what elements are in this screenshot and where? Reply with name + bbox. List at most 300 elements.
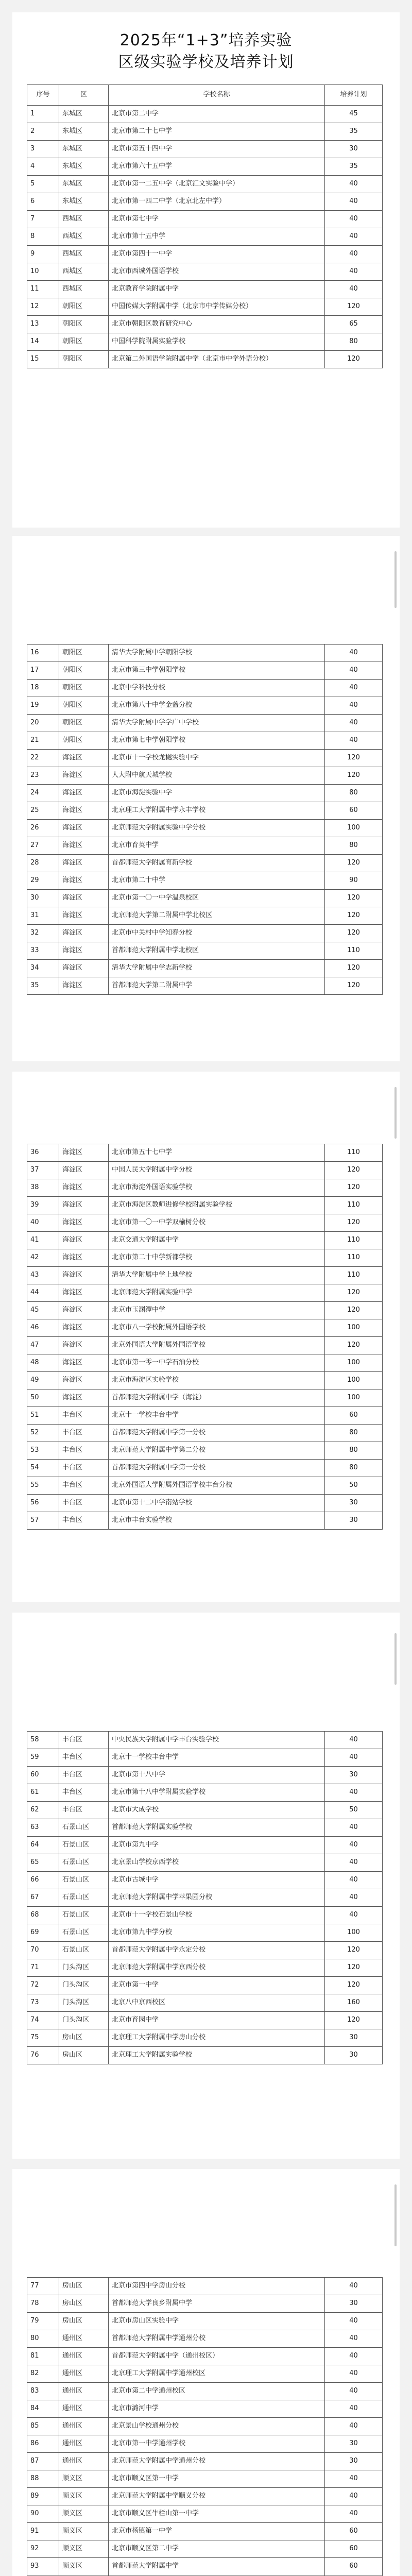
row-plan: 120: [325, 907, 383, 925]
table-row: [27, 2505, 383, 2523]
row-school: 北京市第十二中学南站学校: [109, 1495, 325, 1512]
row-school: 北京师范大学附属中学苹果园分校: [109, 1889, 325, 1907]
row-number: 73: [27, 1994, 59, 2012]
row-district: 顺义区: [59, 2505, 109, 2523]
row-plan: 30: [325, 2435, 383, 2453]
row-plan: 40: [325, 1889, 383, 1907]
row-district: 通州区: [59, 2418, 109, 2435]
row-school: 首都师范大学附属中学北校区: [109, 942, 325, 960]
row-number: 14: [27, 333, 59, 351]
table-row: [27, 193, 383, 211]
row-plan: 100: [325, 1319, 383, 1337]
row-school: 清华大学附属中学志新学校: [109, 960, 325, 977]
row-school: 北京市房山区实验中学: [109, 2313, 325, 2330]
row-plan: 100: [325, 820, 383, 837]
table-header-row: [27, 85, 383, 106]
plan-table-2: [27, 644, 383, 995]
row-plan: 110: [325, 1267, 383, 1284]
row-plan: 40: [325, 1749, 383, 1767]
row-number: 68: [27, 1907, 59, 1924]
scrollbar[interactable]: [394, 1633, 397, 1685]
row-school: 北京市海淀实验中学: [109, 785, 325, 802]
row-district: 海淀区: [59, 1319, 109, 1337]
row-district: 丰台区: [59, 1802, 109, 1819]
row-school: 北京市第七中学朝阳学校: [109, 732, 325, 750]
table-row: [27, 333, 383, 351]
row-district: 朝阳区: [59, 298, 109, 316]
table-row: [27, 1889, 383, 1907]
row-district: 海淀区: [59, 1232, 109, 1249]
table-row: [27, 141, 383, 158]
row-number: 63: [27, 1819, 59, 1837]
table-row: [27, 2330, 383, 2348]
row-school: 中央民族大学附属中学丰台实验学校: [109, 1732, 325, 1749]
row-district: 海淀区: [59, 802, 109, 820]
table-row: [27, 1144, 383, 1162]
row-district: 朝阳区: [59, 715, 109, 732]
row-plan: 100: [325, 1354, 383, 1372]
card-1: [12, 12, 400, 528]
table-row: [27, 2278, 383, 2295]
row-school: 北京十一学校丰台中学: [109, 1407, 325, 1425]
table-row: [27, 316, 383, 333]
row-district: 顺义区: [59, 2558, 109, 2575]
table-row: [27, 2418, 383, 2435]
row-district: 西城区: [59, 211, 109, 228]
table-row: [27, 1232, 383, 1249]
table-row: [27, 1854, 383, 1872]
row-district: 海淀区: [59, 750, 109, 767]
row-plan: 40: [325, 1872, 383, 1889]
table-row: [27, 1249, 383, 1267]
row-plan: 40: [325, 263, 383, 281]
row-number: 10: [27, 263, 59, 281]
row-school: 北京师范大学第二附属中学北校区: [109, 907, 325, 925]
row-school: 首都师范大学附属中学: [109, 2558, 325, 2575]
row-number: 22: [27, 750, 59, 767]
row-number: 92: [27, 2540, 59, 2558]
table-row: [27, 872, 383, 890]
table-row: [27, 820, 383, 837]
row-number: 38: [27, 1179, 59, 1197]
row-number: 3: [27, 141, 59, 158]
row-school: 北京景山学校京西学校: [109, 1854, 325, 1872]
table-row: [27, 263, 383, 281]
row-school: 首都师范大学附属中学永定分校: [109, 1942, 325, 1959]
row-district: 通州区: [59, 2330, 109, 2348]
table-row: [27, 158, 383, 176]
row-plan: 80: [325, 1442, 383, 1460]
row-district: 海淀区: [59, 1354, 109, 1372]
row-school: 北京理工大学附属实验学校: [109, 2047, 325, 2064]
row-number: 56: [27, 1495, 59, 1512]
row-plan: 120: [325, 890, 383, 907]
row-district: 丰台区: [59, 1425, 109, 1442]
row-district: 顺义区: [59, 2540, 109, 2558]
row-plan: 65: [325, 316, 383, 333]
row-school: 北京市育英中学: [109, 837, 325, 855]
table-row: [27, 1179, 383, 1197]
scrollbar[interactable]: [394, 551, 397, 608]
row-number: 86: [27, 2435, 59, 2453]
row-district: 丰台区: [59, 1442, 109, 1460]
row-school: 北京中学科技分校: [109, 680, 325, 697]
row-school: 北京市第五十四中学: [109, 141, 325, 158]
row-plan: 40: [325, 662, 383, 680]
row-school: 北京第二外国语学院附属中学（北京市中学外语分校）: [109, 351, 325, 368]
row-number: 89: [27, 2488, 59, 2505]
row-number: 71: [27, 1959, 59, 1977]
row-plan: 40: [325, 2488, 383, 2505]
row-district: 丰台区: [59, 1732, 109, 1749]
row-district: 房山区: [59, 2278, 109, 2295]
row-district: 朝阳区: [59, 645, 109, 662]
table-row: [27, 176, 383, 193]
row-school: 北京理工大学附属中学房山分校: [109, 2029, 325, 2047]
row-school: 首都师范大学第二附属中学: [109, 977, 325, 995]
table-row: [27, 2558, 383, 2575]
row-plan: 40: [325, 176, 383, 193]
row-plan: 40: [325, 2383, 383, 2400]
row-plan: 60: [325, 2558, 383, 2575]
table-row: [27, 2313, 383, 2330]
row-school: 北京市顺义区牛栏山第一中学: [109, 2505, 325, 2523]
row-school: 北京市大成学校: [109, 1802, 325, 1819]
row-number: 42: [27, 1249, 59, 1267]
row-number: 67: [27, 1889, 59, 1907]
row-plan: 40: [325, 1907, 383, 1924]
table-row: [27, 1732, 383, 1749]
table-row: [27, 123, 383, 141]
row-school: 北京理工大学附属中学通州校区: [109, 2365, 325, 2383]
table-row: [27, 1214, 383, 1232]
card-4: [12, 1613, 400, 2159]
row-school: 北京市杨镇第一中学: [109, 2523, 325, 2540]
table-row: [27, 1460, 383, 1477]
row-school: 中国人民大学附属中学分校: [109, 1162, 325, 1179]
row-plan: 120: [325, 855, 383, 872]
table-row: [27, 890, 383, 907]
row-plan: 40: [325, 2470, 383, 2488]
row-number: 12: [27, 298, 59, 316]
row-district: 石景山区: [59, 1942, 109, 1959]
table-row: [27, 662, 383, 680]
row-school: 北京市八一学校附属外国语学校: [109, 1319, 325, 1337]
row-number: 13: [27, 316, 59, 333]
row-school: 北京市第九中学分校: [109, 1924, 325, 1942]
row-plan: 40: [325, 211, 383, 228]
row-school: 北京师范大学附属中学顺义分校: [109, 2488, 325, 2505]
row-school: 北京市第九中学: [109, 1837, 325, 1854]
plan-table-5: [27, 2277, 383, 2576]
row-plan: 40: [325, 1819, 383, 1837]
header-number: 序号: [27, 85, 59, 106]
row-plan: 80: [325, 837, 383, 855]
table-row: [27, 977, 383, 995]
row-plan: 30: [325, 2029, 383, 2047]
row-school: 清华大学附属中学上地学校: [109, 1267, 325, 1284]
table-row: [27, 351, 383, 368]
row-district: 海淀区: [59, 872, 109, 890]
table-row: [27, 2470, 383, 2488]
row-school: 北京市潞河中学: [109, 2400, 325, 2418]
row-school: 首都师范大学附属中学（通州校区）: [109, 2348, 325, 2365]
row-plan: 60: [325, 2540, 383, 2558]
row-number: 6: [27, 193, 59, 211]
row-school: 首都师范大学良乡附属中学: [109, 2295, 325, 2313]
row-number: 46: [27, 1319, 59, 1337]
row-number: 48: [27, 1354, 59, 1372]
table-row: [27, 2047, 383, 2064]
row-district: 石景山区: [59, 1837, 109, 1854]
row-number: 32: [27, 925, 59, 942]
row-plan: 50: [325, 1477, 383, 1495]
table-row: [27, 298, 383, 316]
row-number: 83: [27, 2383, 59, 2400]
header-school: 学校名称: [109, 85, 325, 106]
row-number: 30: [27, 890, 59, 907]
row-plan: 90: [325, 872, 383, 890]
row-plan: 40: [325, 2278, 383, 2295]
row-school: 北京市十一学校石景山学校: [109, 1907, 325, 1924]
row-school: 北京市第三中学朝阳学校: [109, 662, 325, 680]
row-plan: 110: [325, 1197, 383, 1214]
table-row: [27, 1784, 383, 1802]
row-number: 8: [27, 228, 59, 246]
row-number: 9: [27, 246, 59, 263]
row-school: 北京市十一学校龙樾实验中学: [109, 750, 325, 767]
row-district: 海淀区: [59, 855, 109, 872]
row-plan: 30: [325, 1767, 383, 1784]
row-plan: 120: [325, 298, 383, 316]
row-number: 53: [27, 1442, 59, 1460]
row-number: 44: [27, 1284, 59, 1302]
scrollbar[interactable]: [394, 2184, 397, 2246]
table-row: [27, 2295, 383, 2313]
row-school: 北京教育学院附属中学: [109, 281, 325, 298]
table-row: [27, 750, 383, 767]
table-row: [27, 1197, 383, 1214]
row-district: 西城区: [59, 263, 109, 281]
row-district: 海淀区: [59, 1389, 109, 1407]
row-number: 61: [27, 1784, 59, 1802]
row-school: 北京市第十八中学: [109, 1767, 325, 1784]
row-school: 北京市玉渊潭中学: [109, 1302, 325, 1319]
row-plan: 40: [325, 715, 383, 732]
row-number: 52: [27, 1425, 59, 1442]
row-district: 丰台区: [59, 1749, 109, 1767]
row-school: 北京十一学校丰台中学: [109, 1749, 325, 1767]
row-number: 69: [27, 1924, 59, 1942]
row-number: 79: [27, 2313, 59, 2330]
table-row: [27, 1942, 383, 1959]
row-plan: 30: [325, 1512, 383, 1530]
table-row: [27, 855, 383, 872]
row-number: 7: [27, 211, 59, 228]
table-row: [27, 1319, 383, 1337]
page-title: [12, 30, 400, 73]
row-plan: 120: [325, 1337, 383, 1354]
row-district: 通州区: [59, 2435, 109, 2453]
row-school: 北京市第二十中学新都学校: [109, 1249, 325, 1267]
row-number: 25: [27, 802, 59, 820]
row-district: 通州区: [59, 2383, 109, 2400]
card-5: [12, 2169, 400, 2576]
row-number: 88: [27, 2470, 59, 2488]
row-school: 北京市第七中学: [109, 211, 325, 228]
row-plan: 45: [325, 106, 383, 123]
row-school: 清华大学附属中学朝阳学校: [109, 645, 325, 662]
row-school: 北京师范大学附属实验中学分校: [109, 820, 325, 837]
row-school: 北京市第四十一中学: [109, 246, 325, 263]
row-number: 2: [27, 123, 59, 141]
row-number: 41: [27, 1232, 59, 1249]
row-number: 16: [27, 645, 59, 662]
table-row: [27, 1749, 383, 1767]
row-district: 东城区: [59, 176, 109, 193]
row-district: 朝阳区: [59, 316, 109, 333]
table-row: [27, 1407, 383, 1425]
row-school: 北京市海淀区实验学校: [109, 1372, 325, 1389]
scrollbar[interactable]: [394, 1087, 397, 1139]
row-district: 海淀区: [59, 1214, 109, 1232]
table-row: [27, 1837, 383, 1854]
row-plan: 40: [325, 1784, 383, 1802]
row-number: 11: [27, 281, 59, 298]
table-row: [27, 732, 383, 750]
table-row: [27, 697, 383, 715]
row-district: 房山区: [59, 2313, 109, 2330]
row-district: 丰台区: [59, 1460, 109, 1477]
row-number: 82: [27, 2365, 59, 2383]
row-number: 51: [27, 1407, 59, 1425]
row-number: 59: [27, 1749, 59, 1767]
row-number: 34: [27, 960, 59, 977]
table-row: [27, 960, 383, 977]
row-school: 北京八中京西校区: [109, 1994, 325, 2012]
table-row: [27, 2383, 383, 2400]
card-2: [12, 536, 400, 1061]
row-number: 21: [27, 732, 59, 750]
row-district: 石景山区: [59, 1889, 109, 1907]
row-plan: 110: [325, 1144, 383, 1162]
row-plan: 120: [325, 750, 383, 767]
row-number: 75: [27, 2029, 59, 2047]
row-number: 54: [27, 1460, 59, 1477]
row-district: 东城区: [59, 141, 109, 158]
table-row: [27, 1337, 383, 1354]
row-number: 74: [27, 2012, 59, 2029]
table-row: [27, 211, 383, 228]
row-school: 北京交通大学附属中学: [109, 1232, 325, 1249]
row-school: 北京外国语大学附属外国语学校丰台分校: [109, 1477, 325, 1495]
row-district: 海淀区: [59, 1249, 109, 1267]
row-number: 43: [27, 1267, 59, 1284]
row-district: 西城区: [59, 246, 109, 263]
row-number: 26: [27, 820, 59, 837]
row-plan: 50: [325, 1802, 383, 1819]
row-school: 北京市第一〇一中学温泉校区: [109, 890, 325, 907]
row-number: 15: [27, 351, 59, 368]
row-plan: 40: [325, 2505, 383, 2523]
row-plan: 35: [325, 158, 383, 176]
row-district: 海淀区: [59, 785, 109, 802]
table-row: [27, 2029, 383, 2047]
row-district: 海淀区: [59, 925, 109, 942]
table-row: [27, 785, 383, 802]
row-plan: 110: [325, 1249, 383, 1267]
row-number: 62: [27, 1802, 59, 1819]
row-school: 首都师范大学附属中学第一分校: [109, 1425, 325, 1442]
row-number: 37: [27, 1162, 59, 1179]
row-plan: 40: [325, 645, 383, 662]
table-row: [27, 942, 383, 960]
row-plan: 40: [325, 2330, 383, 2348]
title-line-1: 2025年“1+3”培养实验: [119, 31, 293, 49]
row-plan: 100: [325, 1389, 383, 1407]
row-number: 85: [27, 2418, 59, 2435]
row-school: 人大附中航天城学校: [109, 767, 325, 785]
row-number: 91: [27, 2523, 59, 2540]
row-number: 49: [27, 1372, 59, 1389]
row-school: 北京市第八十中学金盏分校: [109, 697, 325, 715]
row-plan: 110: [325, 942, 383, 960]
row-number: 5: [27, 176, 59, 193]
table-row: [27, 1162, 383, 1179]
table-row: [27, 802, 383, 820]
row-number: 77: [27, 2278, 59, 2295]
row-school: 北京市第二十中学: [109, 872, 325, 890]
row-district: 房山区: [59, 2029, 109, 2047]
table-row: [27, 1819, 383, 1837]
row-plan: 60: [325, 2523, 383, 2540]
table-row: [27, 1802, 383, 1819]
table-row: [27, 2435, 383, 2453]
row-number: 58: [27, 1732, 59, 1749]
row-school: 北京市第一中学通州学校: [109, 2435, 325, 2453]
row-plan: 40: [325, 2313, 383, 2330]
table-row: [27, 2488, 383, 2505]
table-row: [27, 715, 383, 732]
table-row: [27, 2523, 383, 2540]
row-district: 海淀区: [59, 1337, 109, 1354]
plan-table-3: [27, 1144, 383, 1530]
row-district: 海淀区: [59, 1197, 109, 1214]
table-row: [27, 228, 383, 246]
row-number: 64: [27, 1837, 59, 1854]
row-plan: 30: [325, 1495, 383, 1512]
table-row: [27, 645, 383, 662]
table-row: [27, 2012, 383, 2029]
row-district: 海淀区: [59, 960, 109, 977]
row-plan: 40: [325, 2348, 383, 2365]
row-district: 朝阳区: [59, 333, 109, 351]
row-plan: 40: [325, 281, 383, 298]
row-district: 丰台区: [59, 1767, 109, 1784]
table-row: [27, 2365, 383, 2383]
row-number: 29: [27, 872, 59, 890]
row-plan: 40: [325, 697, 383, 715]
table-row: [27, 1495, 383, 1512]
row-school: 北京市第一零一中学石油分校: [109, 1354, 325, 1372]
table-row: [27, 246, 383, 263]
row-district: 丰台区: [59, 1477, 109, 1495]
row-district: 海淀区: [59, 1179, 109, 1197]
row-plan: 40: [325, 2400, 383, 2418]
row-number: 23: [27, 767, 59, 785]
row-district: 石景山区: [59, 1872, 109, 1889]
table-row: [27, 1512, 383, 1530]
